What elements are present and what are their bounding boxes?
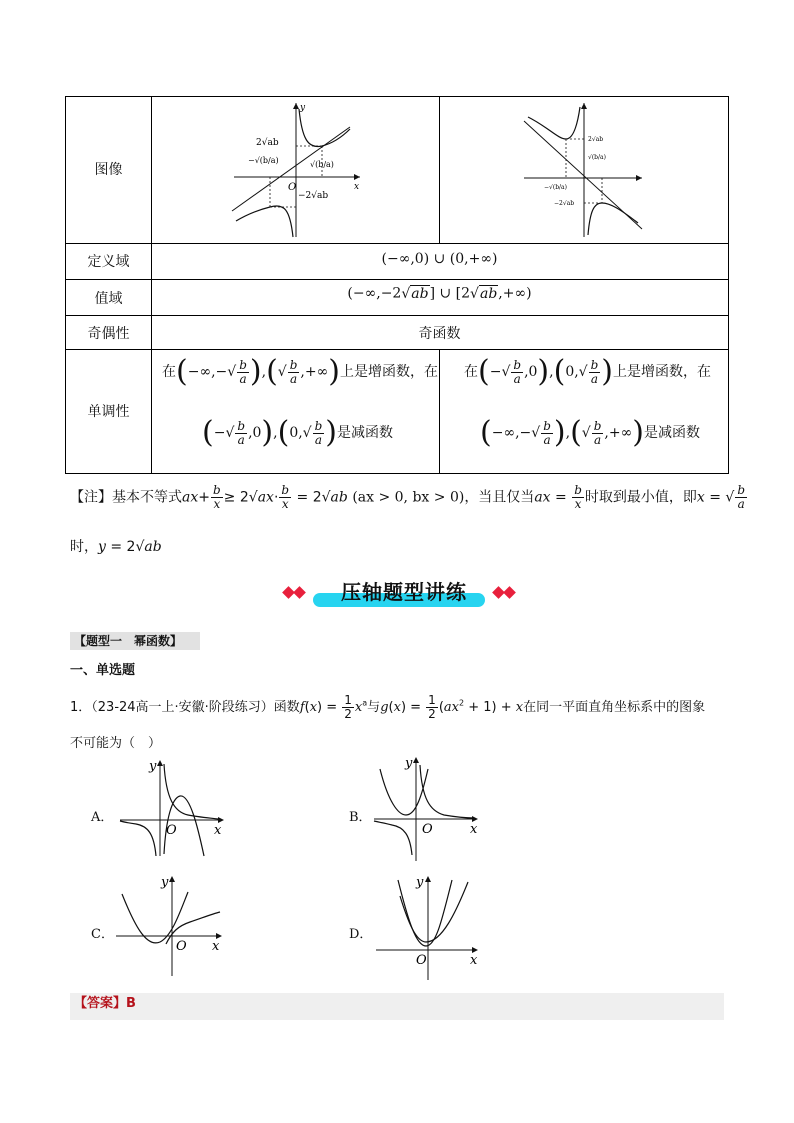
section-tag: 【题型一 幂函数】 [70,632,200,650]
graph-a-label-sqrt-ba: √(b/a) [310,160,334,169]
option-d-origin: O [416,953,427,968]
row-label-parity: 奇偶性 [87,326,130,342]
question-line2: 不可能为（ ） [70,736,162,751]
row-divider [66,349,728,350]
option-a-graph[interactable] [118,758,228,858]
column-divider [439,349,440,473]
mono-right-line2-suffix: 是减函数 [643,425,700,441]
option-d-graph[interactable] [372,872,484,982]
banner-title: 压轴题型讲练 [341,580,467,604]
mono-left-line1: 在(−∞,−√ $\frac{b}{a}$ ),(√ $\frac{b}{a}$ ,+∞)上是增函数，在 [162,354,438,389]
option-d-y-label: y [416,875,424,890]
banner-diamond-icon [503,586,516,599]
question-mid: 与 [367,700,381,715]
graph-b-label-neg-sqrt-ba: −√(b/a) [544,184,567,191]
column-divider [439,97,440,243]
range-value-left: (−∞,−2 [347,285,402,302]
mono-left-line1-suffix: 上是增函数，在 [339,364,438,380]
question-prefix: 1．（23-24高一上·安徽·阶段练习）函数 [70,700,300,715]
graph-a-x-axis-label: x [354,182,360,192]
mono-left-line2: (−√ $\frac{b}{a}$ ,0),(0,√ $\frac{b}{a}$ )是减函数 [202,415,393,450]
question-line1: 1．（23-24高一上·安徽·阶段练习）函数f(x) = $\frac{1}{2}$ $x^a$与g(x) = $\frac{1}{2}$ $(ax^2 + 1) + x$在同一平面直角坐标系中的图象 [70,693,706,721]
domain-value: (−∞,0) ∪ (0,+∞) [381,251,498,267]
graph-b-label-2sqrtab: 2√ab [588,136,604,143]
question-suffix: 在同一平面直角坐标系中的图象 [523,700,706,715]
option-a-y-label: y [149,759,157,774]
graph-a-label-2sqrtab: 2√ab [256,138,279,148]
option-a-label[interactable]: A． [91,810,114,825]
graph-a-negative [518,101,648,239]
note-prefix: 【注】基本不等式 [70,489,182,506]
mono-left-in: 在 [162,364,176,380]
note-line2-prefix: 时， [70,539,98,555]
option-d-label[interactable]: D． [349,927,373,942]
option-d-x-label: x [470,953,478,968]
graph-a-y-axis-label: y [300,103,306,113]
graph-b-label-neg-2sqrtab: −2√ab [554,200,575,207]
range-radicand: ab [411,286,429,302]
mono-right-line1-suffix: 上是增函数，在 [613,364,711,380]
row-divider [66,243,728,244]
row-label-graph: 图像 [94,162,123,178]
option-b-y-label: y [405,756,413,771]
option-a-x-label: x [214,823,222,838]
mono-right-in: 在 [464,364,478,380]
row-label-range: 值域 [94,291,123,307]
row-label-monotonic: 单调性 [87,404,130,420]
range-value: (−∞,−2 √ ab ] ∪ [2 √ ab ,+∞) [347,285,532,302]
mono-right-line1: 在(−√ $\frac{b}{a}$ ,0),(0,√ $\frac{b}{a}$ )上是增函数，在 [464,354,711,389]
row-label-domain: 定义域 [87,254,130,270]
option-b-graph[interactable] [372,755,484,863]
banner-diamond-icon [293,586,306,599]
option-c-x-label: x [212,939,220,954]
option-c-origin: O [176,939,187,954]
note-condition: (ax > 0, bx > 0) [352,489,465,506]
answer-bar: 【答案】B [70,993,724,1020]
option-c-y-label: y [161,875,169,890]
mono-right-line2: (−∞,−√ $\frac{b}{a}$ ),(√ $\frac{b}{a}$ ,+∞)是减函数 [480,415,700,450]
range-value-right: ,+∞) [498,285,532,302]
note-line1: 【注】基本不等式ax+ $\frac{b}{x}$ ≥ 2√ax· $\frac{b}{x}$ = 2√ab (ax > 0, bx > 0)，当且仅当ax = $\frac{b}{x}$ 时取到最小值，即x = √ $\frac{b}{a}$ [70,483,746,511]
option-a-origin: O [166,823,177,838]
note-middle: ，当且仅当 [464,489,535,506]
graph-a-label-neg-sqrt-ba: −√(b/a) [248,156,279,165]
graph-a-positive [226,99,366,239]
section-heading: 一、单选题 [70,663,136,678]
row-divider [66,279,728,280]
option-c-graph[interactable] [114,872,228,978]
option-c-label[interactable]: C． [91,927,114,942]
graph-a-label-neg-2sqrtab: −2√ab [298,191,329,201]
option-b-label[interactable]: B． [349,810,372,825]
range-radicand: ab [479,286,498,302]
option-b-origin: O [422,822,433,837]
option-b-x-label: x [470,822,478,837]
note-middle2: 时取到最小值，即 [584,489,697,506]
mono-left-line2-suffix: 是减函数 [337,425,393,441]
properties-table [65,96,729,474]
range-value-mid: ] ∪ [2 [429,285,471,302]
parity-value: 奇函数 [418,326,461,342]
row-divider [66,315,728,316]
note-line2: 时，y = 2√ab [70,539,162,555]
graph-a-origin-label: O [288,182,297,193]
graph-b-label-sqrt-ba: √(b/a) [588,154,606,161]
